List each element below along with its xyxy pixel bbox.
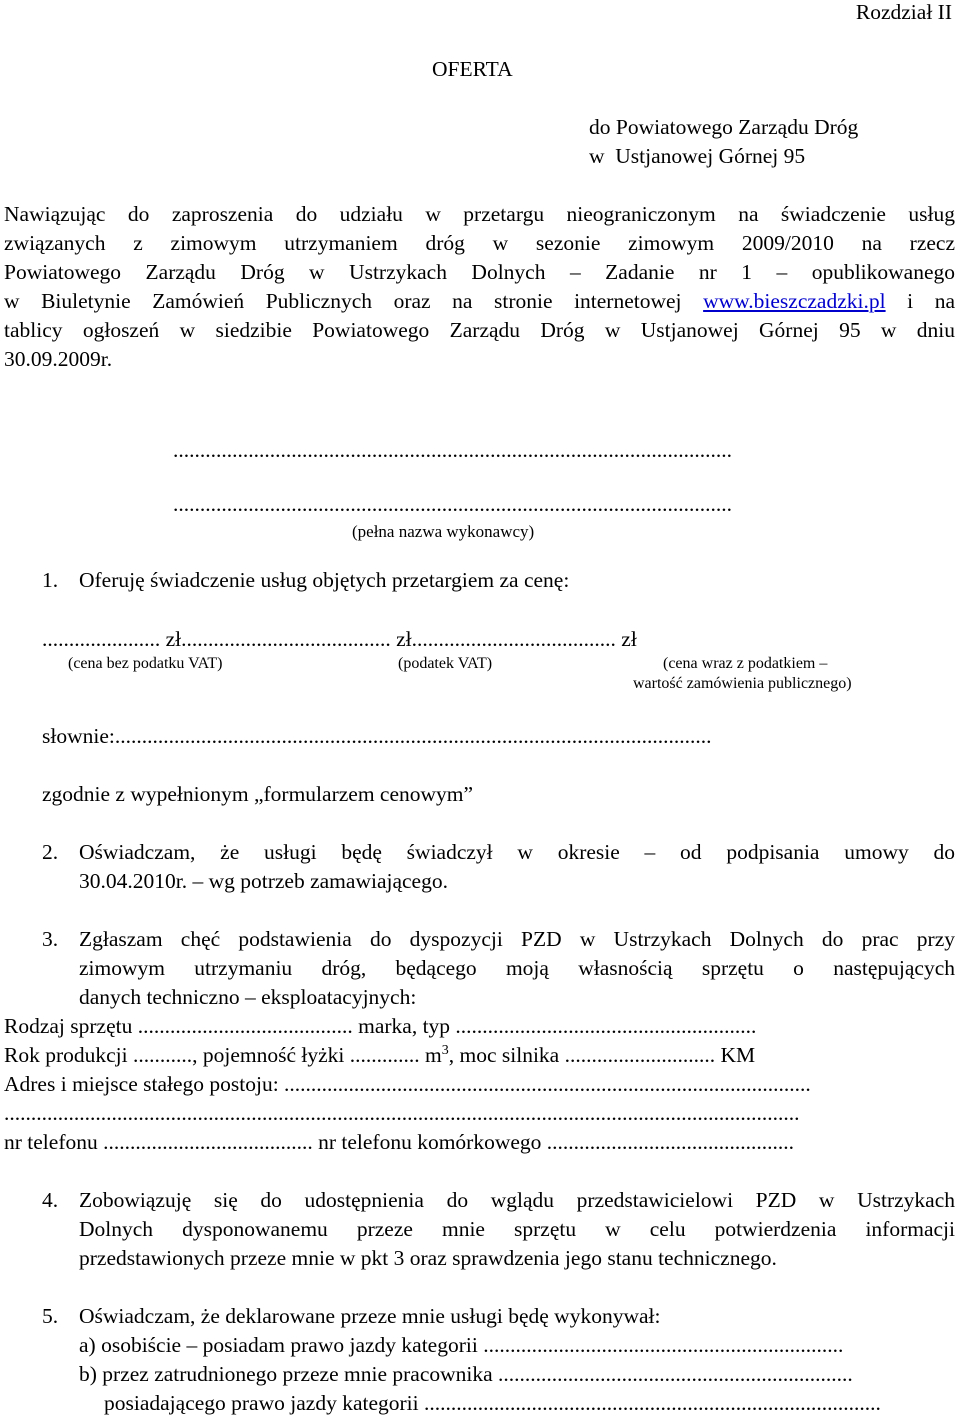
section-3-line: danych techniczno – eksploatacyjnych:: [79, 985, 417, 1009]
parking-address-field[interactable]: Adres i miejsce stałego postoju: ..................................................................................................: [4, 1072, 811, 1096]
addressee-line-1: do Powiatowego Zarządu Dróg: [589, 115, 859, 139]
contractor-name-field[interactable]: ........................................................................................................: [173, 438, 732, 462]
intro-line: [4, 287, 955, 316]
section-4-line: przedstawionych przeze mnie w pkt 3 oraz sprawdzenia jego stanu technicznego.: [79, 1246, 777, 1270]
option-b-employee-field[interactable]: b) przez zatrudnionego przeze mnie pracownika ..................................................................: [79, 1362, 853, 1386]
employee-license-category-field[interactable]: posiadającego prawo jazdy kategorii .....................................................................................: [104, 1391, 881, 1415]
price-form-note: zgodnie z wypełnionym „formularzem cenowym”: [42, 782, 474, 806]
intro-text: i na: [885, 289, 955, 313]
section-4-line: Dolnych dysponowanemu przeze mnie sprzętu w celu potwierdzenia informacji: [79, 1217, 955, 1241]
section-4-number: 4.: [42, 1188, 59, 1212]
cubic-superscript: 3: [441, 1042, 449, 1058]
section-5-number: 5.: [42, 1304, 59, 1328]
equipment-type-field[interactable]: Rodzaj sprzętu ........................................ marka, typ ........................................................: [4, 1014, 757, 1038]
power-text: , moc silnika ............................ KM: [448, 1043, 756, 1067]
section-1-number: 1.: [42, 568, 59, 592]
year-text: Rok produkcji ..........., pojemność łyżki ............. m: [4, 1043, 442, 1067]
section-2-number: 2.: [42, 840, 59, 864]
price-vat-label: (podatek VAT): [398, 655, 493, 672]
intro-date: 30.09.2009r.: [4, 347, 113, 371]
section-3-line: Zgłaszam chęć podstawienia do dyspozycji PZD w Ustrzykach Dolnych do prac przy: [79, 927, 955, 951]
section-3-number: 3.: [42, 927, 59, 951]
website-link[interactable]: www.bieszczadzki.pl: [703, 289, 886, 313]
price-net-label: (cena bez podatku VAT): [68, 655, 223, 672]
section-2-line: Oświadczam, że usługi będę świadczył w okresie – od podpisania umowy do: [79, 840, 955, 864]
equipment-year-capacity-field[interactable]: [4, 1041, 955, 1070]
option-a-driving-license-field[interactable]: a) osobiście – posiadam prawo jazdy kategorii ...................................................................: [79, 1333, 844, 1357]
section-5-line: Oświadczam, że deklarowane przeze mnie usługi będę wykonywał:: [79, 1304, 661, 1328]
intro-line: Nawiązując do zaproszenia do udziału w przetargu nieograniczonym na świadczenie usług: [4, 202, 955, 226]
section-1-text: Oferuję świadczenie usług objętych przetargiem za cenę:: [79, 568, 570, 592]
addressee-line-2: w Ustjanowej Górnej 95: [589, 144, 806, 168]
price-gross-label-2: wartość zamówienia publicznego): [633, 675, 852, 692]
parking-address-continuation[interactable]: ....................................................................................................................................................: [4, 1101, 800, 1125]
document-title: OFERTA: [432, 57, 513, 81]
section-4-line: Zobowiązuję się do udostępnienia do wglądu przedstawicielowi PZD w Ustrzykach: [79, 1188, 955, 1212]
amount-in-words-label: słownie:: [42, 724, 115, 748]
section-3-line: zimowym utrzymaniu dróg, będącego moją własnością sprzętu o następujących: [79, 956, 955, 980]
price-fields-line[interactable]: ...................... zł....................................... zł...................................... zł: [42, 627, 637, 651]
contractor-caption: (pełna nazwa wykonawcy): [352, 522, 535, 541]
section-2-line: 30.04.2010r. – wg potrzeb zamawiającego.: [79, 869, 448, 893]
price-gross-label: (cena wraz z podatkiem –: [663, 655, 828, 672]
intro-line: Powiatowego Zarządu Dróg w Ustrzykach Dolnych – Zadanie nr 1 – opublikowanego: [4, 260, 955, 284]
chapter-label: Rozdział II: [855, 0, 952, 24]
intro-text: w Biuletynie Zamówień Publicznych oraz na stronie internetowej: [4, 289, 704, 313]
amount-in-words-field[interactable]: ...............................................................................................................: [114, 724, 712, 748]
contractor-name-field[interactable]: ........................................................................................................: [173, 492, 732, 516]
amount-in-words-row: [42, 722, 952, 751]
phone-numbers-field[interactable]: nr telefonu ....................................... nr telefonu komórkowego ..............................................: [4, 1130, 795, 1154]
intro-line: tablicy ogłoszeń w siedzibie Powiatowego Zarządu Dróg w Ustjanowej Górnej 95 w dniu: [4, 318, 955, 342]
intro-line: związanych z zimowym utrzymaniem dróg w sezonie zimowym 2009/2010 na rzecz: [4, 231, 955, 255]
